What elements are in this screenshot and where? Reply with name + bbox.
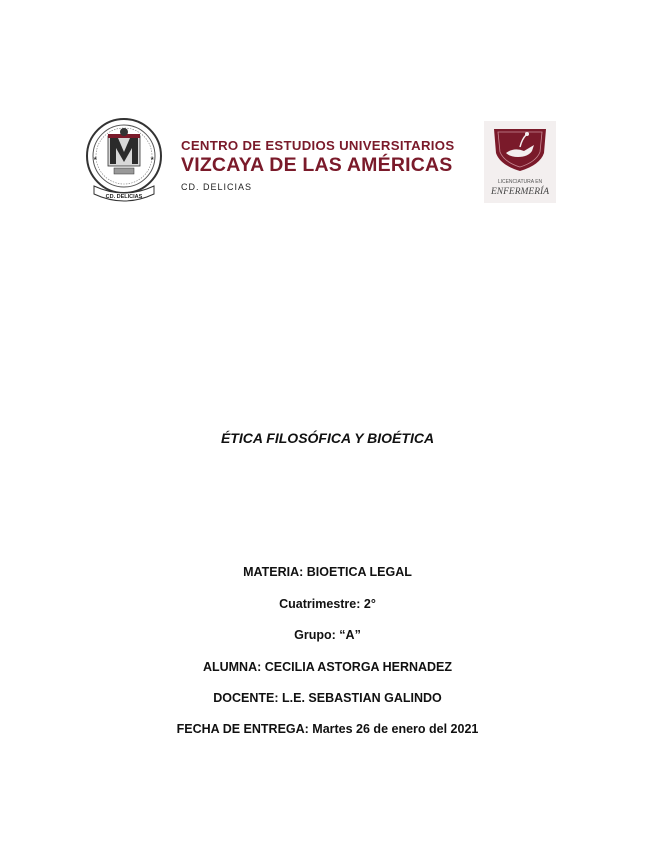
enfermeria-large-text: ENFERMERÍA xyxy=(490,187,550,197)
enfermeria-logo xyxy=(484,121,556,203)
institution-location: CD. DELICIAS xyxy=(181,182,253,192)
seal-ribbon-text: CD. DELICIAS xyxy=(105,194,143,200)
institution-name-block xyxy=(181,138,481,192)
info-line-materia: MATERIA: BIOETICA LEGAL xyxy=(243,565,412,579)
institution-name-line1: CENTRO DE ESTUDIOS UNIVERSITARIOS xyxy=(181,138,455,153)
document-header xyxy=(0,0,655,220)
document-title: ÉTICA FILOSÓFICA Y BIOÉTICA xyxy=(220,430,435,446)
info-line-docente: DOCENTE: L.E. SEBASTIAN GALINDO xyxy=(213,691,442,705)
svg-text:★: ★ xyxy=(93,156,98,162)
svg-text:★: ★ xyxy=(150,156,155,162)
info-line-fecha: FECHA DE ENTREGA: Martes 26 de enero del 2021 xyxy=(176,722,479,736)
info-line-grupo: Grupo: “A” xyxy=(294,628,361,642)
institution-name-line2: VIZCAYA DE LAS AMÉRICAS xyxy=(181,154,453,176)
enfermeria-small-text: LICENCIATURA EN xyxy=(497,179,543,185)
info-line-alumna: ALUMNA: CECILIA ASTORGA HERNADEZ xyxy=(202,660,453,674)
university-seal-icon xyxy=(84,116,164,210)
info-line-cuatrimestre: Cuatrimestre: 2° xyxy=(279,597,376,611)
